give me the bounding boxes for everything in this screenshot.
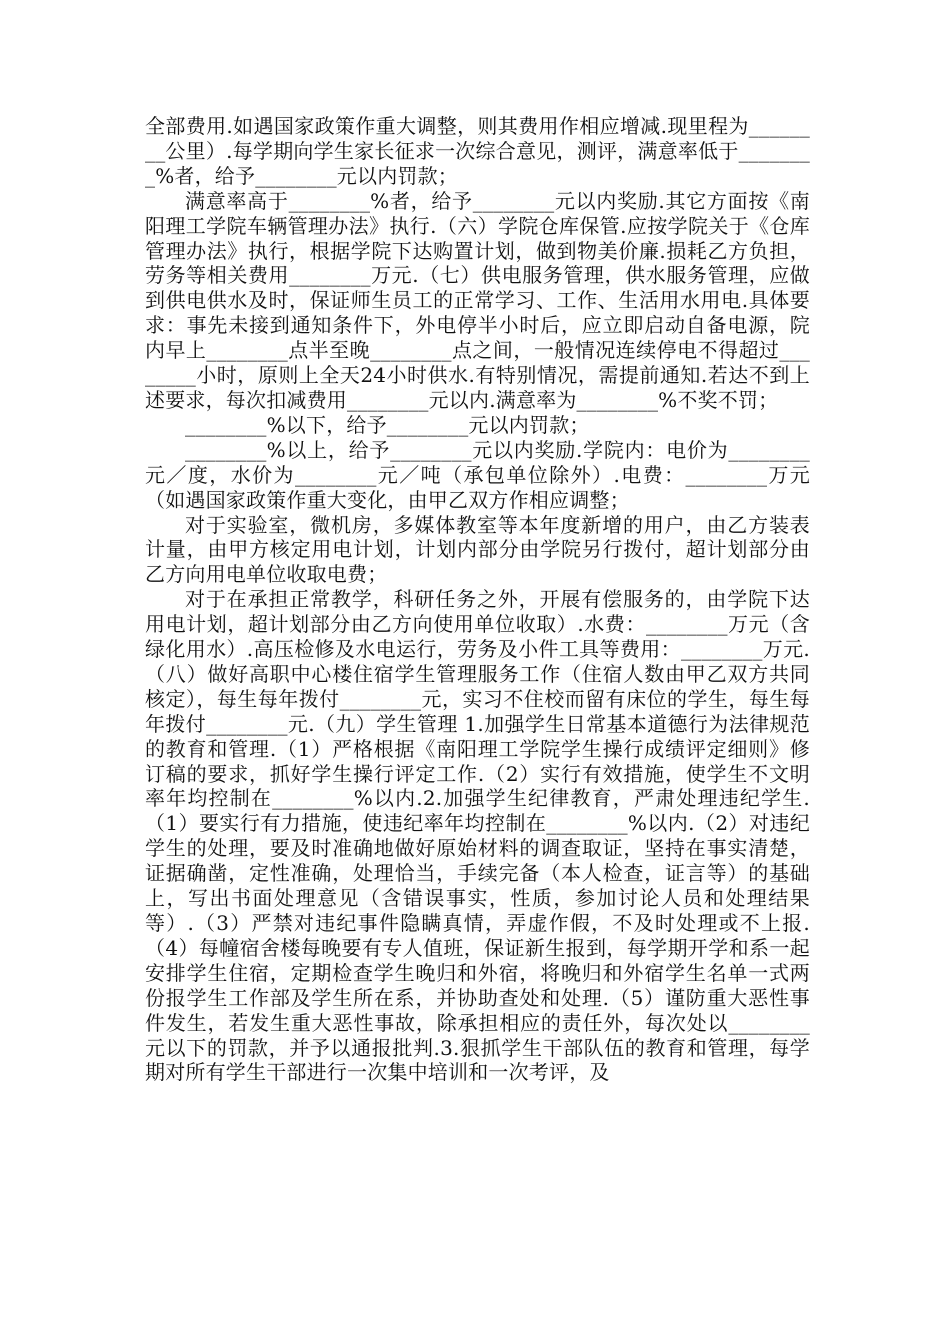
paragraph-laboratory-electricity: 对于实验室，微机房，多媒体教室等本年度新增的用户，由乙方装表计量，由甲方核定用电计划，计划内部分由学院另行拨付，超计划部分由乙方向用电单位收取电费；	[145, 512, 810, 587]
paragraph-penalty-rule: ________%以下，给予________元以内罚款；	[185, 412, 590, 437]
paragraph-student-management: 对于在承担正常教学，科研任务之外，开展有偿服务的，由学院下达用电计划，超计划部分由乙方向使用单位收取）.水费：________万元（含绿化用水）.高压检修及水电运行，劳务及小件工具等费用：________万元.（八）做好高职中心楼住宿学生管理服务工作（住宿人数由甲乙双方共同核定），每生每年拨付________元，实习不住校而留有床位的学生，每生每年拨付________元.（九）学生管理 1.加强学生日常基本道德行为法律规范的教育和管理.（1）严格根据《南阳理工学院学生操行成绩评定细则》修订稿的要求，抓好学生操行评定工作.（2）实行有效措施，使学生不文明率年均控制在________%以内.2.加强学生纪律教育，严肃处理违纪学生.（1）要实行有力措施，使违纪率年均控制在________%以内.（2）对违纪学生的处理，要及时准确地做好原始材料的调查取证，坚持在事实清楚，证据确凿，定性准确，处理恰当，手续完备（本人检查，证言等）的基础上，写出书面处理意见（含错误事实，性质，参加讨论人员和处理结果等）.（3）严禁对违纪事件隐瞒真情，弄虚作假，不及时处理或不上报.（4）每幢宿舍楼每晚要有专人值班，保证新生报到，每学期开学和系一起安排学生住宿，定期检查学生晚归和外宿，将晚归和外宿学生名单一式两份报学生工作部及学生所在系，并协助查处和处理.（5）谨防重大恶性事件发生，若发生重大恶性事故，除承担相应的责任外，每次处以________元以下的罚款，并予以通报批判.3.狠抓学生干部队伍的教育和管理，每学期对所有学生干部进行一次集中培训和一次考评，及	[145, 587, 810, 1085]
document-page	[145, 114, 810, 1085]
paragraph-utilities-management: 满意率高于________%者，给予________元以内奖励.其它方面按《南阳理工学院车辆管理办法》执行.（六）学院仓库保管.应按学院关于《仓库管理办法》执行，根据学院下达购置计划，做到物美价廉.损耗乙方负担，劳务等相关费用________万元.（七）供电服务管理，供水服务管理，应做到供电供水及时，保证师生员工的正常学习、工作、生活用水用电.具体要求：事先未接到通知条件下，外电停半小时后，应立即启动自备电源，院内早上________点半至晚________点之间，一般情况连续停电不得超过________小时，原则上全天24小时供水.有特别情况，需提前通知.若达不到上述要求，每次扣减费用________元以内.满意率为________%不奖不罚；	[145, 188, 810, 412]
paragraph-reward-prices: ________%以上，给予________元以内奖励.学院内：电价为________元／度，水价为________元／吨（承包单位除外）.电费：________万元（如遇国家政策作重大变化，由甲乙双方作相应调整；	[145, 437, 810, 512]
paragraph-vehicle-fees: 全部费用.如遇国家政策作重大调整，则其费用作相应增减.现里程为________公里）.每学期向学生家长征求一次综合意见，测评，满意率低于________%者，给予________元以内罚款；	[145, 114, 810, 188]
